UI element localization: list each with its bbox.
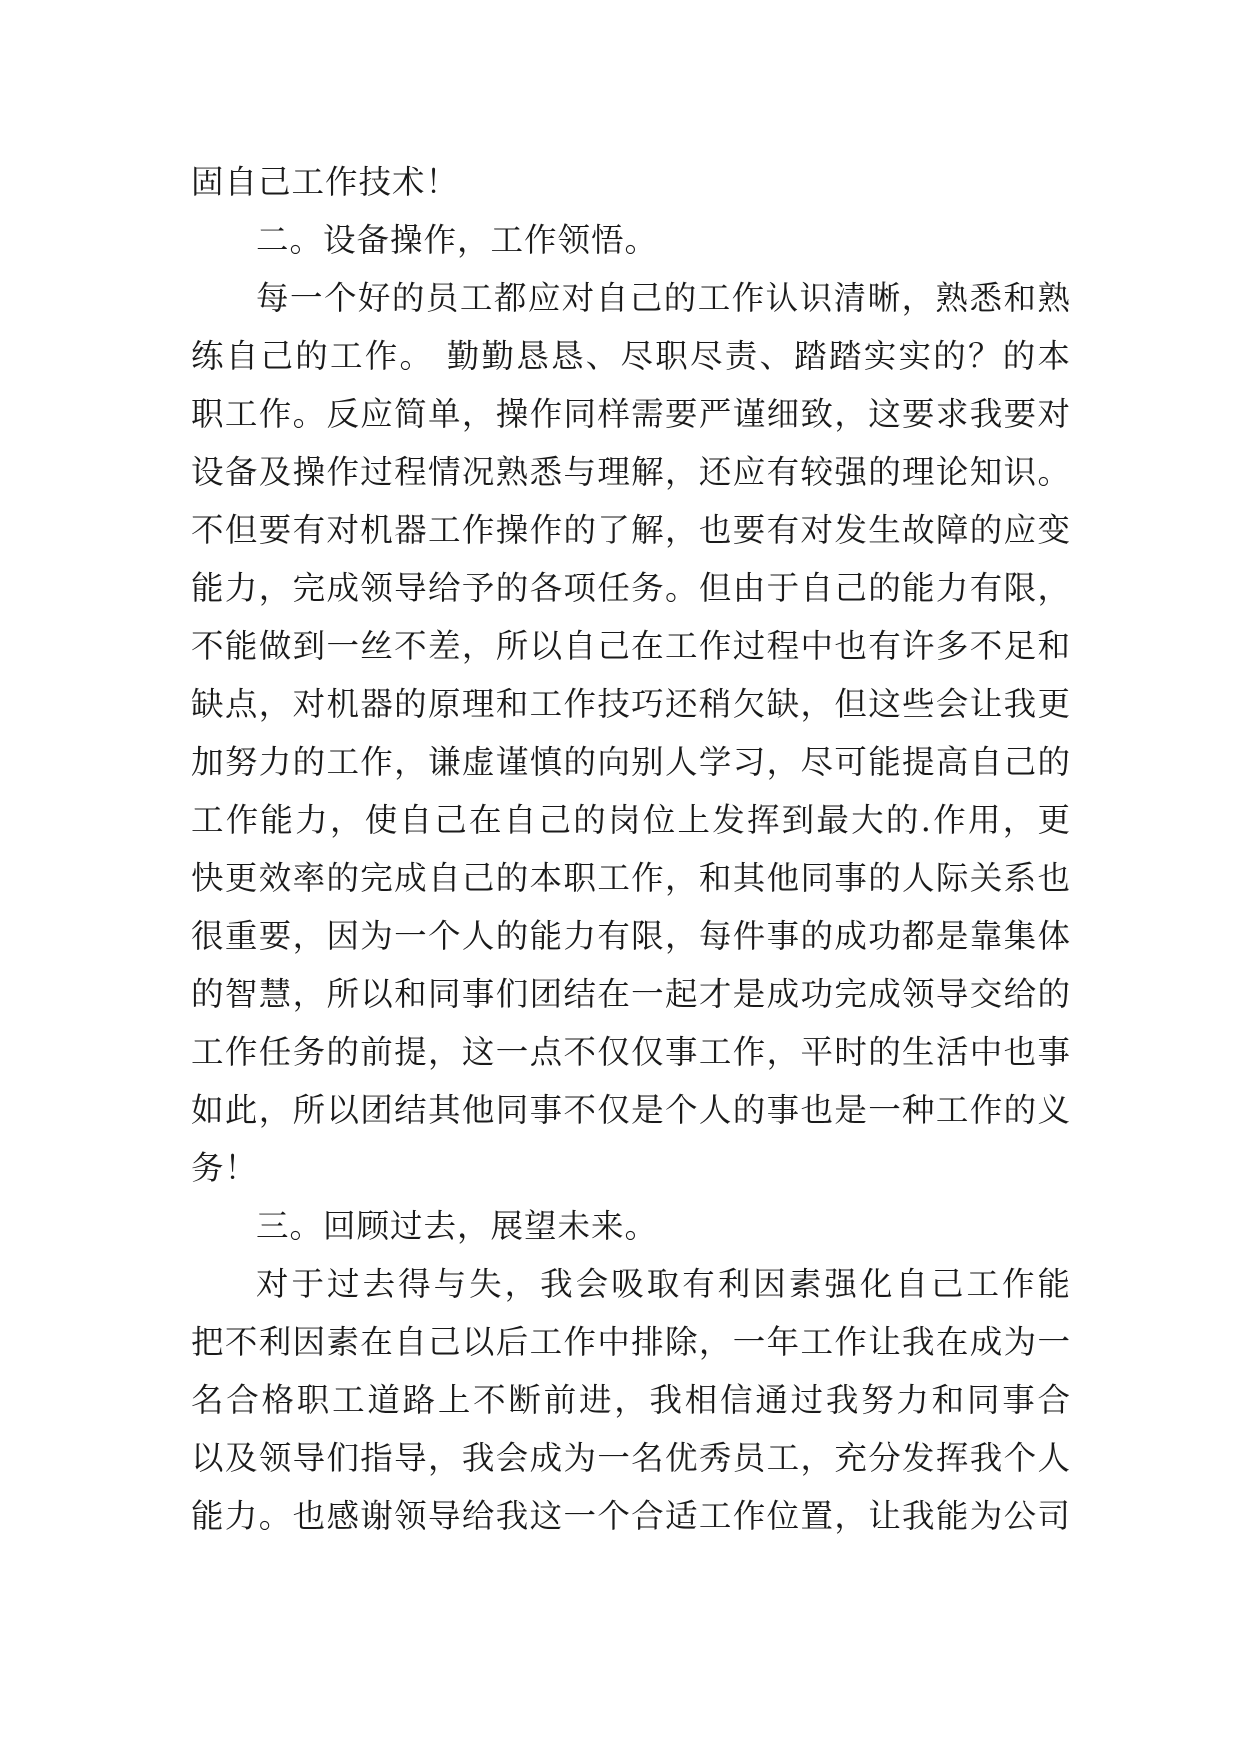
- section-heading: 二。设备操作，工作领悟。: [256, 221, 659, 259]
- text-line: 工作能力，使自己在自己的岗位上发挥到最大的.作用，更: [191, 801, 1071, 839]
- text-line: 工作任务的前提，这一点不仅仅事工作，平时的生活中也事: [191, 1033, 1071, 1071]
- text-line: 的智慧，所以和同事们团结在一起才是成功完成领导交给的: [191, 975, 1071, 1013]
- text-line: 设备及操作过程情况熟悉与理解，还应有较强的理论知识。: [191, 453, 1071, 491]
- text-line: 能力。也感谢领导给我这一个合适工作位置，让我能为公司: [191, 1497, 1071, 1535]
- text-line: 加努力的工作，谦虚谨慎的向别人学习，尽可能提高自己的: [191, 743, 1071, 781]
- text-line: 能力，完成领导给予的各项任务。但由于自己的能力有限，: [191, 569, 1071, 607]
- text-line: 每一个好的员工都应对自己的工作认识清晰，熟悉和熟: [256, 279, 1071, 317]
- text-line: 快更效率的完成自己的本职工作，和其他同事的人际关系也: [191, 859, 1071, 897]
- text-line: 固自己工作技术！: [191, 163, 460, 201]
- text-line: 练自己的工作。 勤勤恳恳、尽职尽责、踏踏实实的？的本: [191, 337, 1071, 375]
- text-line: 以及领导们指导，我会成为一名优秀员工，充分发挥我个人: [191, 1439, 1071, 1477]
- text-line: 把不利因素在自己以后工作中排除，一年工作让我在成为一: [191, 1323, 1071, 1361]
- text-line: 缺点，对机器的原理和工作技巧还稍欠缺，但这些会让我更: [191, 685, 1071, 723]
- text-line: 不能做到一丝不差，所以自己在工作过程中也有许多不足和: [191, 627, 1071, 665]
- text-line: 如此，所以团结其他同事不仅是个人的事也是一种工作的义: [191, 1091, 1071, 1129]
- text-line: 职工作。反应简单，操作同样需要严谨细致，这要求我要对: [191, 395, 1071, 433]
- text-line: 不但要有对机器工作操作的了解，也要有对发生故障的应变: [191, 511, 1071, 549]
- text-line: 务！: [191, 1149, 259, 1187]
- section-heading: 三。回顾过去，展望未来。: [256, 1207, 659, 1245]
- text-line: 名合格职工道路上不断前进，我相信通过我努力和同事合: [191, 1381, 1071, 1419]
- text-line: 对于过去得与失，我会吸取有利因素强化自己工作能: [256, 1265, 1071, 1303]
- text-line: 很重要，因为一个人的能力有限，每件事的成功都是靠集体: [191, 917, 1071, 955]
